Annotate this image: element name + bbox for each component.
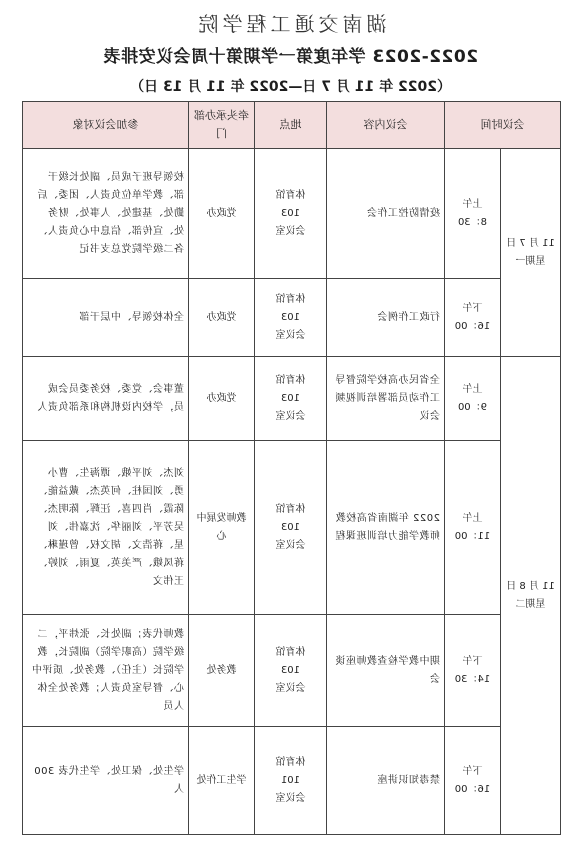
location-room: 103 (280, 392, 301, 404)
participants-cell: 校领导班子成员、副处长级干部、教学单位负责人、团委、后勤处、基建处、人事处、财务处、宣传部、信息中心负责人、各二级学院党总支书记 (23, 149, 189, 279)
day-cell (501, 149, 561, 357)
location-building: 体育馆 (275, 646, 306, 658)
time-cell (445, 279, 501, 357)
participants-cell: 全体校领导、中层干部 (23, 279, 189, 357)
header-location: 地点 (255, 102, 327, 149)
department-cell: 教师发展中心 (189, 441, 255, 615)
meeting-schedule-table (22, 101, 561, 835)
department-cell: 学生工作处 (189, 727, 255, 835)
location-building: 体育馆 (275, 374, 306, 386)
content-cell: 禁毒知识讲座 (327, 727, 445, 835)
day-cell (501, 357, 561, 835)
content-cell: 全省民办高校学院督导工作动员部署培训视频会议 (327, 357, 445, 441)
day-date: 11 月 8 日 (506, 580, 555, 592)
table-row (23, 357, 561, 441)
table-row (23, 615, 561, 727)
header-time: 会议时间 (445, 102, 561, 149)
period-label: 上午 (462, 198, 483, 210)
header-department: 牵头承办部门 (189, 102, 255, 149)
content-cell: 行政工作例会 (327, 279, 445, 357)
participants-cell: 刘杰、刘平娥、谭海生、曹小勇、刘国柱、何英杰、戴益能、陈霞、肖四喜、汪辉、陈明杰、吴芳平、刘丽华、沈嘉伟、刘星、蒋浩文、胡文权、曾瑾琳、蒋凤娥、严美英、夏雨、刘婷、王伟文 (23, 441, 189, 615)
time-cell (445, 727, 501, 835)
department-cell: 党政办 (189, 149, 255, 279)
document-title: 2022-2023 学年度第一学期第十周会议安排表 (102, 47, 479, 67)
location-room: 103 (280, 311, 301, 323)
department-cell: 教务处 (189, 615, 255, 727)
table-header-row (23, 102, 561, 149)
period-label: 下午 (462, 655, 483, 667)
location-type: 会议室 (275, 539, 306, 551)
location-type: 会议室 (275, 410, 306, 422)
location-building: 体育馆 (275, 189, 306, 201)
period-label: 上午 (462, 512, 483, 524)
content-cell: 2022 年湖南省高校教师教学能力培训班课程 (327, 441, 445, 615)
time-label: 9：00 (457, 401, 488, 413)
location-cell (255, 615, 327, 727)
location-cell (255, 727, 327, 835)
location-type: 会议室 (275, 792, 306, 804)
participants-cell: 董事会、党委、校务委员会成员，学校内设机构和系部负责人 (23, 357, 189, 441)
table-row (23, 279, 561, 357)
location-type: 会议室 (275, 682, 306, 694)
location-building: 体育馆 (275, 756, 306, 768)
department-cell: 党政办 (189, 279, 255, 357)
participants-cell: 教师代表；副处长、张炜平，二级学院（高职学院）副院长，教学院长（主任）、教务处、质评中心、督导室负责人；教务处全体人员 (23, 615, 189, 727)
department-cell: 党政办 (189, 357, 255, 441)
header-participants: 参加会议对象 (23, 102, 189, 149)
table-row (23, 441, 561, 615)
time-cell (445, 357, 501, 441)
period-label: 下午 (462, 302, 483, 314)
time-label: 8：30 (457, 216, 488, 228)
location-cell (255, 357, 327, 441)
time-label: 16：00 (454, 783, 491, 795)
location-building: 体育馆 (275, 503, 306, 515)
time-cell (445, 149, 501, 279)
content-cell: 期中教学检查教师座谈会 (327, 615, 445, 727)
time-cell (445, 615, 501, 727)
day-date: 11 月 7 日 (506, 237, 555, 249)
location-type: 会议室 (275, 329, 306, 341)
school-name-calligraphy: 湖南交通工程学院 (194, 12, 387, 36)
content-cell: 疫情防控工作会 (327, 149, 445, 279)
location-room: 103 (280, 521, 301, 533)
period-label: 上午 (462, 383, 483, 395)
location-building: 体育馆 (275, 293, 306, 305)
time-cell (445, 441, 501, 615)
location-room: 103 (280, 664, 301, 676)
time-label: 16：00 (454, 320, 491, 332)
table-row (23, 727, 561, 835)
period-label: 下午 (462, 765, 483, 777)
location-cell (255, 441, 327, 615)
header-content: 会议内容 (327, 102, 445, 149)
time-label: 14：30 (454, 673, 491, 685)
time-label: 11：00 (454, 530, 491, 542)
day-weekday: 星期二 (515, 598, 546, 610)
location-type: 会议室 (275, 225, 306, 237)
location-cell (255, 149, 327, 279)
table-row (23, 149, 561, 279)
participants-cell: 学生处、保卫处、学生代表 300 人 (23, 727, 189, 835)
date-range: （2022 年 11 月 7 日—2022 年 11 月 13 日） (130, 79, 451, 95)
location-room: 101 (280, 774, 301, 786)
location-cell (255, 279, 327, 357)
location-room: 103 (280, 207, 301, 219)
day-weekday: 星期一 (515, 255, 546, 267)
